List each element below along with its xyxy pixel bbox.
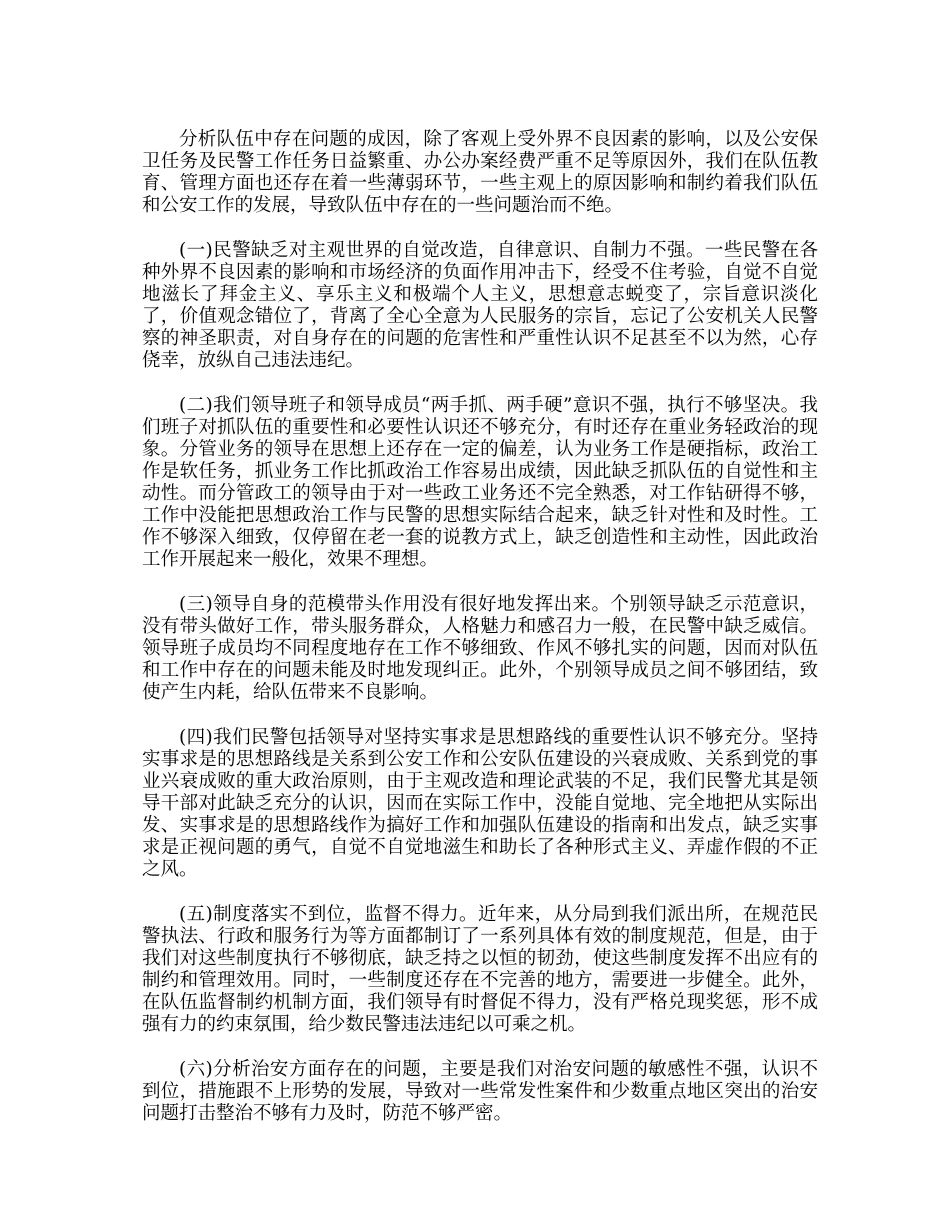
paragraph-causes-intro: 分析队伍中存在问题的成因，除了客观上受外界不良因素的影响，以及公安保卫任务及民警工作任务日益繁重、办公办案经费严重不足等原因外，我们在队伍教育、管理方面也还存在着一些薄弱环节，一些主观上的原因影响和制约着我们队伍和公安工作的发展，导致队伍中存在的一些问题治而不绝。: [142, 129, 818, 216]
paragraph-point-2: (二)我们领导班子和领导成员“两手抓、两手硬”意识不强，执行不够坚决。我们班子对抓队伍的重要性和必要性认识还不够充分，有时还存在重业务轻政治的现象。分管业务的领导在思想上还存在一定的偏差，认为业务工作是硬指标，政治工作是软任务，抓业务工作比抓政治工作容易出成绩，因此缺乏抓队伍的自觉性和主动性。而分管政工的领导由于对一些政工业务还不完全熟悉，对工作钻研得不够，工作中没能把思想政治工作与民警的思想实际结合起来，缺乏针对性和及时性。工作不够深入细致，仅停留在老一套的说教方式上，缺乏创造性和主动性，因此政治工作开展起来一般化，效果不理想。: [142, 395, 818, 570]
paragraph-point-1: (一)民警缺乏对主观世界的自觉改造，自律意识、自制力不强。一些民警在各种外界不良因素的影响和市场经济的负面作用冲击下，经受不住考验，自觉不自觉地滋长了拜金主义、享乐主义和极端个人主义，思想意志蜕变了，宗旨意识淡化了，价值观念错位了，背离了全心全意为人民服务的宗旨，忘记了公安机关人民警察的神圣职责，对自身存在的问题的危害性和严重性认识不足甚至不以为然，心存侥幸，放纵自己违法违纪。: [142, 240, 818, 371]
paragraph-point-6: (六)分析治安方面存在的问题，主要是我们对治安问题的敏感性不强，认识不到位，措施跟不上形势的发展，导致对一些常发性案件和少数重点地区突出的治安问题打击整治不够有力及时，防范不够严密。: [142, 1059, 818, 1124]
paragraph-point-3: (三)领导自身的范模带头作用没有很好地发挥出来。个别领导缺乏示范意识，没有带头做好工作，带头服务群众，人格魅力和感召力一般，在民警中缺乏威信。领导班子成员均不同程度地存在工作不够细致、作风不够扎实的问题，因而对队伍和工作中存在的问题未能及时地发现纠正。此外，个别领导成员之间不够团结，致使产生内耗，给队伍带来不良影响。: [142, 594, 818, 703]
paragraph-point-5: (五)制度落实不到位，监督不得力。近年来，从分局到我们派出所，在规范民警执法、行政和服务行为等方面都制订了一系列具体有效的制度规范，但是，由于我们对这些制度执行不够彻底，缺乏持之以恒的韧劲，使这些制度发挥不出应有的制约和管理效用。同时，一些制度还存在不完善的地方，需要进一步健全。此外，在队伍监督制约机制方面，我们领导有时督促不得力，没有严格兑现奖惩，形不成强有力的约束氛围，给少数民警违法违纪以可乘之机。: [142, 904, 818, 1035]
document-body: [142, 129, 818, 1148]
paragraph-point-4: (四)我们民警包括领导对坚持实事求是思想路线的重要性认识不够充分。坚持实事求是的思想路线是关系到公安工作和公安队伍建设的兴衰成败、关系到党的事业兴衰成败的重大政治原则，由于主观改造和理论武装的不足，我们民警尤其是领导干部对此缺乏充分的认识，因而在实际工作中，没能自觉地、完全地把从实际出发、实事求是的思想路线作为搞好工作和加强队伍建设的指南和出发点，缺乏实事求是正视问题的勇气，自觉不自觉地滋生和助长了各种形式主义、弄虚作假的不正之风。: [142, 727, 818, 880]
